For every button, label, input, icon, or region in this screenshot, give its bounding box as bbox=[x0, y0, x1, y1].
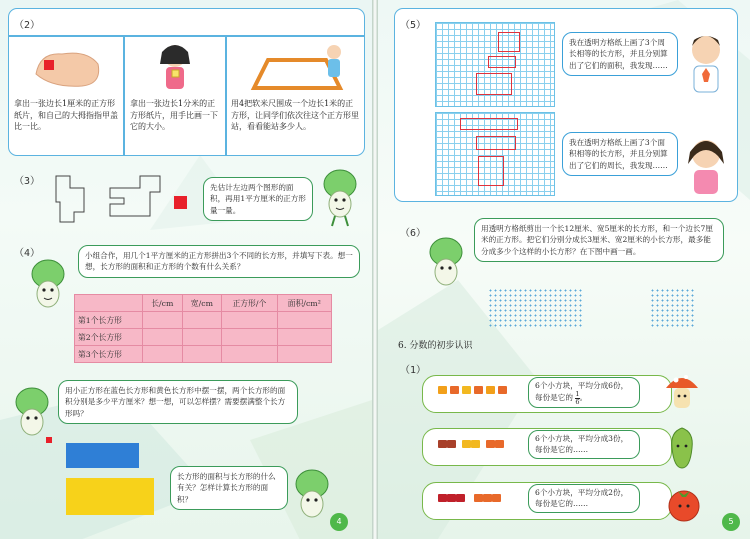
fraction-section-title: 6. 分数的初步认识 bbox=[398, 341, 473, 351]
section-6-bubble bbox=[474, 218, 724, 262]
cube-icon bbox=[486, 386, 495, 394]
cube-icon bbox=[438, 386, 447, 394]
red-unit-square bbox=[174, 196, 187, 209]
cube-icon bbox=[471, 440, 480, 448]
table-header-cell: 正方形/个 bbox=[222, 295, 277, 312]
cube-icon bbox=[447, 494, 456, 502]
column-divider bbox=[123, 35, 125, 156]
fraction-row-3-text1: 6个小方块，平均分成2份， bbox=[535, 488, 629, 497]
table-row-label: 第1个长方形 bbox=[75, 312, 143, 329]
red-rectangle-outline bbox=[488, 56, 516, 68]
table-cell[interactable] bbox=[222, 329, 277, 346]
section-5-number: （5） bbox=[400, 20, 427, 31]
cube-icon bbox=[438, 494, 447, 502]
cube-icon bbox=[438, 440, 447, 448]
row-divider bbox=[8, 35, 365, 37]
table-cell[interactable] bbox=[182, 346, 222, 363]
section-4-intro-bubble bbox=[78, 245, 360, 278]
section-5-girl-bubble-text: 我在透明方格纸上画了3个面积相等的长方形，并且分别算出了它们的周长，我发现…… bbox=[569, 138, 668, 170]
meter-square-illustration bbox=[234, 40, 359, 96]
table-cell[interactable] bbox=[222, 346, 277, 363]
fraction-numerator: 1 bbox=[575, 390, 580, 399]
cube-icon bbox=[450, 386, 459, 394]
fraction-one-sixth bbox=[575, 391, 579, 405]
table-cell[interactable] bbox=[143, 312, 183, 329]
table-row bbox=[75, 329, 332, 346]
red-rectangle-outline bbox=[498, 32, 520, 52]
fraction-row-2-text2: 每份是它的…… bbox=[535, 445, 589, 455]
section-4-intro-text: 小组合作，用几个1平方厘米的正方形拼出3个不同的长方形，并填写下表。想一想，长方形的面积和正方形的个数有什么关系？ bbox=[85, 251, 353, 272]
cube-icon bbox=[474, 386, 483, 394]
section-4-third-bubble-text: 长方形的面积与长方形的什么有关？怎样计算长方形的面积？ bbox=[177, 472, 276, 504]
yellow-rectangle bbox=[66, 478, 154, 515]
left-page bbox=[0, 0, 372, 539]
fraction-denominator: 6 bbox=[575, 397, 580, 406]
table-row-label: 第2个长方形 bbox=[75, 329, 143, 346]
column-divider bbox=[225, 35, 227, 156]
section-4-second-bubble-text: 用小正方形在蓝色长方形和黄色长方形中摆一摆，两个长方形的面积分别是多少平方厘米？想一想，可以怎样摆？需要摆满整个长方形吗？ bbox=[65, 386, 286, 418]
table-row-label: 第3个长方形 bbox=[75, 346, 143, 363]
cube-icon bbox=[447, 440, 456, 448]
cube-icon bbox=[495, 440, 504, 448]
section-2-col1-text: 拿出一张边长1厘米的正方形纸片，和自己的大拇指指甲盖比一比。 bbox=[14, 99, 118, 132]
tomato-mascot-icon bbox=[666, 482, 702, 524]
section-5-boy-bubble bbox=[562, 32, 678, 76]
fraction-row-1-line2: 每份是它的 $\frac{1}{6}$ 。 bbox=[535, 390, 588, 406]
table-header-cell: 长/cm bbox=[143, 295, 183, 312]
table-cell[interactable] bbox=[182, 312, 222, 329]
red-rectangle-outline bbox=[478, 156, 504, 186]
cube-icon bbox=[486, 440, 495, 448]
section-5-girl-bubble bbox=[562, 132, 678, 176]
girl-character-illustration bbox=[682, 134, 730, 200]
cube-icon bbox=[462, 386, 471, 394]
fraction-row-3-text2: 每份是它的…… bbox=[535, 499, 589, 509]
cabbage-mascot-icon bbox=[292, 468, 332, 528]
table-cell[interactable] bbox=[277, 312, 331, 329]
dot-grid-rectangle-12x5 bbox=[488, 288, 584, 328]
rectangle-data-table bbox=[74, 294, 332, 363]
right-page bbox=[378, 0, 750, 539]
table-row bbox=[75, 346, 332, 363]
page-number-left: 4 bbox=[330, 513, 348, 531]
section-4-third-bubble bbox=[170, 466, 288, 510]
fraction-section-number: （1） bbox=[400, 365, 427, 376]
cube-row-six-parts bbox=[438, 386, 510, 398]
fraction-row-2-text1: 6个小方块，平均分成3份， bbox=[535, 434, 629, 443]
section-6-number: （6） bbox=[400, 228, 427, 239]
cube-icon bbox=[483, 494, 492, 502]
page-number-right: 5 bbox=[722, 513, 740, 531]
cube-row-three-parts bbox=[438, 440, 510, 452]
mushroom-mascot-icon bbox=[662, 368, 702, 416]
cube-icon bbox=[474, 494, 483, 502]
fraction-row-3-bubble bbox=[528, 484, 640, 513]
table-cell[interactable] bbox=[143, 346, 183, 363]
cube-icon bbox=[492, 494, 501, 502]
section-3-bubble-text: 先估计左边两个图形的面积，再用1平方厘米的正方形量一量。 bbox=[210, 183, 306, 215]
irregular-shapes-figure bbox=[50, 170, 190, 230]
red-rectangle-outline bbox=[476, 73, 512, 95]
fraction-row-2-bubble bbox=[528, 430, 640, 459]
red-rectangle-outline bbox=[460, 118, 518, 130]
table-cell[interactable] bbox=[143, 329, 183, 346]
table-header-row bbox=[75, 295, 332, 312]
pepper-mascot-icon bbox=[664, 424, 700, 472]
table-row bbox=[75, 312, 332, 329]
table-cell[interactable] bbox=[182, 329, 222, 346]
section-2-col2-text: 拿出一张边长1分米的正方形纸片，用手比画一下它的大小。 bbox=[130, 99, 218, 132]
cube-icon bbox=[498, 386, 507, 394]
table-header-cell bbox=[75, 295, 143, 312]
cabbage-mascot-icon bbox=[426, 236, 466, 296]
blue-rectangle bbox=[66, 443, 139, 468]
fraction-row-1-text1: 6个小方块，平均分成6份， bbox=[535, 381, 629, 390]
cabbage-mascot-icon bbox=[28, 258, 68, 318]
dot-grid-square-7x7 bbox=[650, 288, 696, 328]
fraction-row-1-bubble bbox=[528, 377, 640, 408]
section-2-col3-text: 用4把软米尺围成一个边长1米的正方形，让同学们依次往这个正方形里站，看看能站多少人。 bbox=[231, 99, 359, 132]
section-3-speech-bubble bbox=[203, 177, 313, 221]
section-6-bubble-text: 用透明方格纸剪出一个长12厘米、宽5厘米的长方形，和一个边长7厘米的正方形。把它们分别分成长3厘米、宽2厘米的小长方形，最多能分成多少个这样的小长方形？在下图中画一画。 bbox=[481, 224, 713, 256]
section-2-number: （2） bbox=[14, 20, 41, 31]
cabbage-mascot-icon bbox=[320, 168, 360, 228]
small-red-square bbox=[46, 437, 52, 443]
fraction-row-1-text2: 每份是它的 bbox=[535, 393, 573, 403]
section-3-number: （3） bbox=[14, 176, 41, 187]
section-5-boy-bubble-text: 我在透明方格纸上画了3个周长相等的长方形，并且分别算出了它们的面积，我发现…… bbox=[569, 38, 668, 70]
table-cell[interactable] bbox=[222, 312, 277, 329]
girl-character-illustration bbox=[150, 40, 200, 96]
thumb-with-square-illustration bbox=[32, 44, 102, 90]
cube-icon bbox=[456, 494, 465, 502]
section-4-second-bubble bbox=[58, 380, 298, 424]
cube-row-two-parts bbox=[438, 494, 510, 506]
table-header-cell: 面积/cm² bbox=[277, 295, 331, 312]
table-header-cell: 宽/cm bbox=[182, 295, 222, 312]
cube-icon bbox=[462, 440, 471, 448]
table-cell[interactable] bbox=[277, 346, 331, 363]
section-4-number: （4） bbox=[14, 248, 41, 259]
boy-character-illustration bbox=[682, 30, 730, 102]
red-rectangle-outline bbox=[476, 136, 516, 150]
table-cell[interactable] bbox=[277, 329, 331, 346]
